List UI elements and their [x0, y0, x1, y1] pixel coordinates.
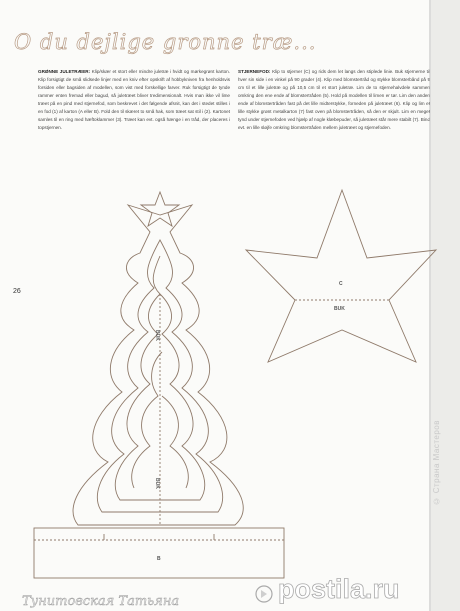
- author-signature: Тунитовская Татьяна: [22, 594, 180, 609]
- site-logo[interactable]: postila.ru: [278, 574, 400, 604]
- star-outline: [246, 190, 436, 362]
- section-heading-stjernefod: STJERNEFOD:: [238, 69, 271, 74]
- section-body-juletraeer: Klip/skær et stort eller mindre juletræ i hvidt og mørkegrønt karton. Klip forsigtigt de små slidsede linjer med en kniv efter opskrift af hobbykniven fra henholdsvis forsiden eller bagsiden af modellen, som vist med forskellige farver. Ruk forsigtigt de tynde rammer enten fremad eller bagud, så juletræet bliver tredimensionalt. Hvis man ikke vil lime træet på en pind med stjernefod, som beskrevet i det følgende afsnit, kan det i stedet stilles i en fod (1) af karton (A eller B). Fold den til skæret to små hak, som træet sat stil i (2). Kartonet samles til en ring med hæftoklammer (3). Træet kan evt. også hænge i en tråd, der placeres i topstjernen.: [38, 69, 231, 130]
- section-heading-juletraeer: GRØNNE JULETRÆER:: [38, 69, 91, 74]
- page-number: 26: [13, 288, 21, 295]
- page-margin-strip: [431, 0, 460, 611]
- tree-template: [73, 192, 243, 525]
- watermark: © Страна Мастеров: [432, 420, 441, 506]
- tree-contour-1: [73, 205, 243, 525]
- base-letter-label: B: [157, 556, 161, 562]
- star-letter-label: C: [339, 281, 343, 287]
- base-template-b: [34, 528, 284, 578]
- tree-top-fold-label: BUK: [154, 330, 160, 341]
- tree-top-star: [141, 192, 179, 226]
- tree-contour-5: [162, 396, 188, 488]
- star-template-c: [246, 190, 436, 362]
- section-body-stjernefod: Klip to stjerner (C) og rids dem let langs den stiplede linie. Buk stjernerne til hver sin side i en vinkel på 90 grader (4). Klip med blomstertråd og stykke blomsterbånd på 9 cm til et lille juletræ og på 10,5 cm til et stort juletræ. Lim de to stjernehalvdele sammen omkring den ene ende af blomstertråden (5). Hold på modellen til limen er tør. Lim den anden ende af blomstertråden fast på det lille midterstykke, forneden på juletræet (6). Klip og lim et lille stykke grønt metalkarton (7) fast oven på blomstertråden, så den er skjult. Lim en meget tynd under stjernefoden ved hjælp af nogle klæbepuder, så juletræet står mere stabilt (7). Bind evt. en lille sløjfe omkring blomstertråden mellem juletræet og stjernefoden.: [238, 69, 430, 130]
- logo-icon: [255, 585, 273, 603]
- page-title: O du dejlige gronne træ...: [14, 30, 317, 54]
- base-outline: [34, 528, 284, 578]
- tree-bottom-fold-label: BUK: [154, 478, 160, 489]
- star-fold-label: BUK: [334, 306, 345, 312]
- tree-contour-4: [132, 352, 162, 488]
